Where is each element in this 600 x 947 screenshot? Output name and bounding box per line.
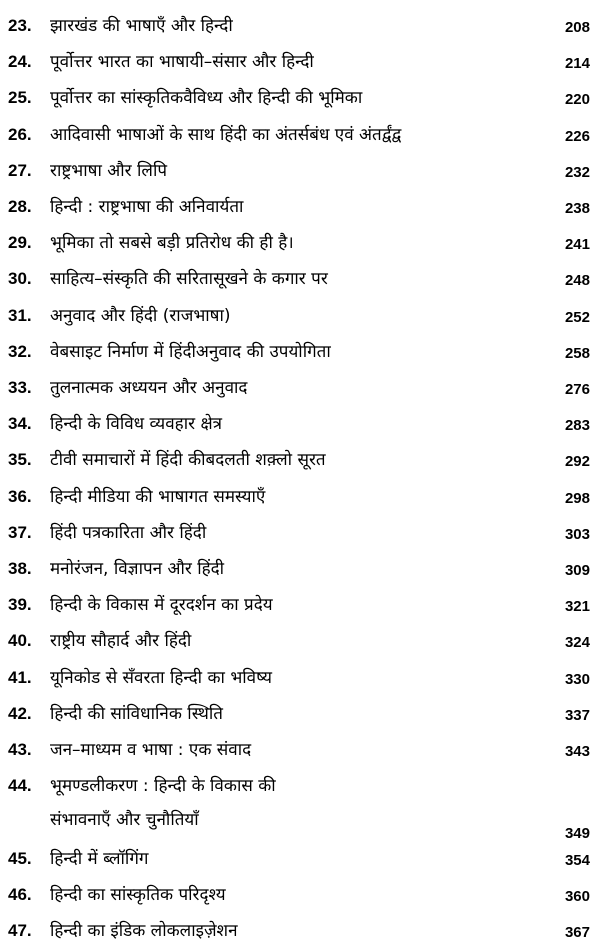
toc-entry xyxy=(0,883,600,911)
toc-entry-title: आदिवासी भाषाओं के साथ हिंदी का अंतर्सबंध एवं अंतर्द्वंद्व xyxy=(50,124,402,145)
toc-entry-number: 27. xyxy=(8,160,32,180)
toc-entry xyxy=(0,847,600,875)
toc-entry-page: 214 xyxy=(564,55,590,73)
toc-entry-number: 31. xyxy=(8,305,32,325)
toc-entry xyxy=(0,231,600,259)
toc-entry-page: 337 xyxy=(564,706,590,724)
toc-entry-page: 220 xyxy=(564,91,590,109)
toc-entry-page: 241 xyxy=(564,236,590,254)
toc-entry xyxy=(0,304,600,332)
toc-entry-number: 36. xyxy=(8,486,32,506)
toc-entry-title: तुलनात्मक अध्ययन और अनुवाद xyxy=(50,378,248,398)
toc-entry xyxy=(0,159,600,187)
toc-entry xyxy=(0,738,600,766)
toc-entry-page: 298 xyxy=(564,489,590,507)
toc-entry-page: 258 xyxy=(564,344,590,362)
toc-entry-number: 32. xyxy=(8,341,32,361)
toc-entry-number: 33. xyxy=(8,378,32,397)
toc-entry-number: 25. xyxy=(8,88,32,108)
toc-entry xyxy=(0,485,600,513)
toc-entry-title: हिन्दी के विकास में दूरदर्शन का प्रदेय xyxy=(50,595,273,616)
toc-entry xyxy=(0,629,600,657)
toc-entry-number: 24. xyxy=(8,52,32,72)
toc-entry-title: वेबसाइट निर्माण में हिंदीअनुवाद की उपयोगिता xyxy=(50,341,331,362)
toc-entry-number: 46. xyxy=(8,884,32,904)
toc-entry-page: 360 xyxy=(564,887,590,905)
toc-entry-number: 40. xyxy=(8,631,32,651)
toc-entry-page: 276 xyxy=(564,381,590,398)
toc-entry-title: भूमिका तो सबसे बड़ी प्रतिरोध की ही है। xyxy=(50,233,294,254)
toc-entry xyxy=(0,195,600,223)
toc-entry-number: 38. xyxy=(8,559,32,578)
toc-entry-number: 39. xyxy=(8,595,32,615)
toc-entry xyxy=(0,919,600,947)
toc-entry-page: 248 xyxy=(564,272,590,290)
toc-entry xyxy=(0,267,600,295)
toc-entry-number: 30. xyxy=(8,269,32,289)
toc-entry-number: 44. xyxy=(8,776,32,796)
toc-entry-number: 42. xyxy=(8,703,32,723)
toc-entry-page: 303 xyxy=(564,525,590,543)
toc-entry-page: 252 xyxy=(564,308,590,326)
toc-entry-title-continuation: संभावनाएँ और चुनौतियाँ xyxy=(50,810,199,831)
toc-entry-title: हिन्दी मीडिया की भाषागत समस्याएँ xyxy=(50,486,266,507)
toc-entry xyxy=(0,376,600,404)
toc-entry-page: 349 xyxy=(564,825,590,843)
toc-entry xyxy=(0,50,600,78)
toc-entry-number: 28. xyxy=(8,197,32,216)
toc-entry-page: 208 xyxy=(564,19,590,36)
toc-entry-title: पूर्वोत्तर का सांस्कृतिकवैविध्य और हिन्दी की भूमिका xyxy=(50,88,363,109)
toc-entry xyxy=(0,448,600,476)
toc-entry xyxy=(0,666,600,694)
toc-entry xyxy=(0,340,600,368)
toc-entry-title: हिंदी पत्रकारिता और हिंदी xyxy=(50,522,207,543)
toc-entry xyxy=(0,557,600,585)
toc-entry-page: 343 xyxy=(564,743,590,760)
toc-entry-number: 29. xyxy=(8,233,32,253)
toc-entry-title: झारखंड की भाषाएँ और हिन्दी xyxy=(50,16,233,36)
toc-entry xyxy=(0,774,600,846)
toc-entry-number: 23. xyxy=(8,16,32,35)
toc-entry-page: 367 xyxy=(564,924,590,941)
toc-entry-title: हिन्दी के विविध व्यवहार क्षेत्र xyxy=(50,414,223,435)
toc-entry-title: हिन्दी का इंडिक लोकलाइज़ेशन xyxy=(50,921,238,941)
toc-entry-title: राष्ट्रभाषा और लिपि xyxy=(50,160,168,181)
toc-entry-title: अनुवाद और हिंदी (राजभाषा) xyxy=(50,305,231,326)
toc-entry-number: 47. xyxy=(8,921,32,940)
toc-entry-title: भूमण्डलीकरण : हिन्दी के विकास की xyxy=(50,776,276,797)
toc-entry-number: 34. xyxy=(8,414,32,434)
toc-entry-number: 26. xyxy=(8,124,32,144)
toc-entry-title: जन–माध्यम व भाषा : एक संवाद xyxy=(50,740,252,760)
toc-entry-title: पूर्वोत्तर भारत का भाषायी–संसार और हिन्दी xyxy=(50,52,314,73)
toc-entry-number: 35. xyxy=(8,450,32,470)
toc-entry-title: हिन्दी की सांविधानिक स्थिति xyxy=(50,703,223,724)
toc-entry-page: 226 xyxy=(564,127,590,145)
toc-entry-number: 41. xyxy=(8,667,32,687)
toc-entry xyxy=(0,14,600,42)
toc-entry-number: 37. xyxy=(8,522,32,542)
toc-entry-title: हिन्दी में ब्लॉगिंग xyxy=(50,848,149,869)
toc-entry-title: टीवी समाचारों में हिंदी कीबदलती शक़्लो सूरत xyxy=(50,450,326,471)
toc-entry-title: राष्ट्रीय सौहार्द और हिंदी xyxy=(50,631,192,652)
toc-entry-page: 321 xyxy=(564,598,590,616)
toc-entry-page: 238 xyxy=(564,200,590,217)
toc-entry-page: 292 xyxy=(564,453,590,471)
toc-entry xyxy=(0,86,600,114)
toc-entry-number: 45. xyxy=(8,848,32,868)
toc-entry-page: 283 xyxy=(564,417,590,435)
toc-entry-page: 324 xyxy=(564,634,590,652)
toc-entry-title: हिन्दी : राष्ट्रभाषा की अनिवार्यता xyxy=(50,197,244,217)
toc-entry xyxy=(0,593,600,621)
toc-entry-page: 232 xyxy=(564,163,590,181)
toc-entry xyxy=(0,412,600,440)
toc-entry xyxy=(0,123,600,151)
toc-entry-title: मनोरंजन, विज्ञापन और हिंदी xyxy=(50,559,225,579)
toc-entry-title: हिन्दी का सांस्कृतिक परिदृश्य xyxy=(50,884,226,905)
toc-entry xyxy=(0,521,600,549)
toc-entry xyxy=(0,702,600,730)
toc-entry-title: साहित्य–संस्कृति की सरितासूखने के कगार पर xyxy=(50,269,328,290)
toc-entry-page: 330 xyxy=(564,670,590,688)
toc-entry-page: 354 xyxy=(564,851,590,869)
toc-entry-title: यूनिकोड से सँवरता हिन्दी का भविष्य xyxy=(50,667,273,688)
toc-entry-page: 309 xyxy=(564,562,590,579)
toc-entry-number: 43. xyxy=(8,740,32,759)
